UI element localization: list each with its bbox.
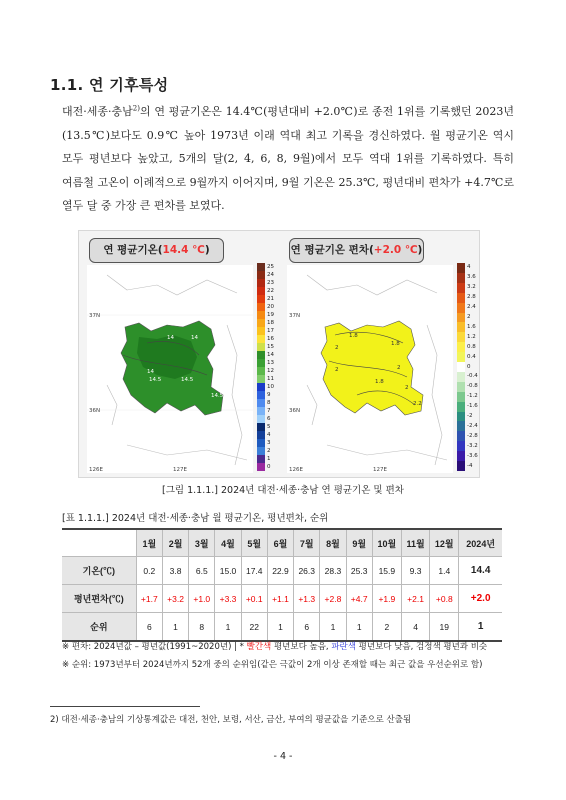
paragraph-text: 대전·세종·충남: [62, 105, 133, 118]
legend-swatch: [457, 322, 465, 332]
axis-label: 127E: [173, 467, 187, 473]
axis-label: 127E: [373, 467, 387, 473]
legend-label: -0.8: [467, 383, 478, 390]
body-paragraph: [62, 100, 514, 218]
table-cell: 15.0: [215, 557, 241, 585]
axis-label: 36N: [89, 408, 101, 414]
legend-swatch: [457, 362, 465, 372]
table-cell: 8: [189, 613, 215, 642]
contour-label: 2: [335, 345, 339, 351]
col-header: 12월: [430, 529, 459, 557]
col-header: 3월: [189, 529, 215, 557]
col-header: 4월: [215, 529, 241, 557]
legend-label: -1.2: [467, 393, 478, 400]
table-cell: +0.1: [241, 585, 267, 613]
contour-label: 14.5: [149, 377, 162, 383]
table-cell: +2.0: [459, 585, 502, 613]
col-header: 5월: [241, 529, 267, 557]
col-header: 6월: [267, 529, 293, 557]
legend-label: 5: [267, 423, 271, 430]
contour-label: 14.5: [181, 377, 194, 383]
legend-swatch: [257, 335, 265, 343]
col-header: 2024년: [459, 529, 502, 557]
col-header: 7월: [294, 529, 320, 557]
legend-swatch: [257, 279, 265, 287]
legend-label: -3.2: [467, 442, 478, 449]
legend-swatch: [257, 287, 265, 295]
legend-swatch: [457, 352, 465, 362]
col-header: 11월: [401, 529, 429, 557]
legend-swatch: [257, 439, 265, 447]
col-header: 1월: [136, 529, 162, 557]
legend-label: 4: [467, 264, 471, 271]
table-cell: 9.3: [401, 557, 429, 585]
legend-label: 4: [267, 431, 271, 438]
legend-label: -2.4: [467, 422, 478, 429]
table-cell: 6.5: [189, 557, 215, 585]
legend-swatch: [257, 431, 265, 439]
legend-swatch: [257, 311, 265, 319]
contour-label: 2: [397, 365, 401, 371]
figure-caption: [그림 1.1.1.] 2024년 대전·세종·충남 연 평균기온 및 편차: [162, 485, 404, 496]
table-row-anomaly: [62, 585, 502, 613]
note-rank: ※ 순위: 1973년부터 2024년까지 52개 중의 순위임(같은 극값이 2개 이상 존재할 때는 최근 값을 우선순위로 함): [62, 660, 483, 670]
contour-label: 14: [191, 335, 198, 341]
legend-label: 14: [267, 351, 274, 358]
anomaly-map: [287, 265, 453, 473]
legend-label: 10: [267, 383, 274, 390]
legend-swatch: [457, 332, 465, 342]
legend-label: 0: [467, 363, 471, 370]
legend-label: 23: [267, 279, 274, 286]
col-header: 2월: [162, 529, 188, 557]
legend-swatch: [257, 463, 265, 471]
legend-swatch: [257, 295, 265, 303]
axis-label: 36N: [289, 408, 301, 414]
table-cell: +1.9: [372, 585, 401, 613]
legend-label: 11: [267, 375, 274, 382]
legend-label: 2.4: [467, 304, 476, 311]
legend-label: 3: [267, 439, 271, 446]
table-cell: 0.2: [136, 557, 162, 585]
row-header: 순위: [62, 613, 136, 642]
footnote: 2) 대전·세종·충남의 기상통계값은 대전, 천안, 보령, 서산, 금산, 부여의 평균값을 기준으로 산출됨: [50, 715, 412, 725]
legend-swatch: [457, 392, 465, 402]
table-cell: 26.3: [294, 557, 320, 585]
legend-label: 8: [267, 399, 271, 406]
legend-label: 3.6: [467, 274, 476, 281]
legend-label: -2.8: [467, 432, 478, 439]
table-cell: 1: [320, 613, 346, 642]
legend-swatch: [257, 303, 265, 311]
legend-label: 19: [267, 311, 274, 318]
legend-swatch: [257, 271, 265, 279]
legend-label: 12: [267, 367, 274, 374]
table-cell: 1: [162, 613, 188, 642]
table-cell: 1.4: [430, 557, 459, 585]
contour-label: 1.8: [349, 333, 358, 339]
legend-swatch: [257, 383, 265, 391]
legend-label: 2: [267, 447, 271, 454]
table-cell: 14.4: [459, 557, 502, 585]
table-cell: +1.0: [189, 585, 215, 613]
table-row-temperature: [62, 557, 502, 585]
legend-label: 2.8: [467, 294, 476, 301]
legend-swatch: [457, 283, 465, 293]
table-cell: 1: [346, 613, 372, 642]
legend-swatch: [257, 343, 265, 351]
legend-label: 1: [267, 455, 271, 462]
legend-label: 1.2: [467, 333, 476, 340]
map-panel-annual-temp: [81, 235, 275, 473]
legend-label: 3.2: [467, 284, 476, 291]
legend-label: 17: [267, 327, 274, 334]
col-header: 10월: [372, 529, 401, 557]
legend-label: 20: [267, 303, 274, 310]
legend-label: 0: [267, 463, 271, 470]
legend-swatch: [457, 402, 465, 412]
legend-label: 9: [267, 391, 271, 398]
table-cell: +1.3: [294, 585, 320, 613]
legend-swatch: [257, 263, 265, 271]
legend-label: 15: [267, 343, 274, 350]
monthly-temperature-table: [62, 528, 502, 642]
legend-swatch: [257, 359, 265, 367]
legend-label: 6: [267, 415, 271, 422]
legend-swatch: [457, 342, 465, 352]
legend-swatch: [457, 461, 465, 471]
table-cell: +2.1: [401, 585, 429, 613]
table-cell: 6: [294, 613, 320, 642]
legend-label: -4: [467, 462, 473, 469]
table-cell: 4: [401, 613, 429, 642]
legend-swatch: [257, 351, 265, 359]
contour-label: 2: [405, 385, 409, 391]
paragraph-text: 의 연 평균기온은 14.4℃(평년대비 +2.0℃)로 종전 1위를 기록했던 2023년(13.5℃)보다도 0.9℃ 높아 1973년 이래 역대 최고 기록을 경신하였다. 월 평균기온 역시 모두 평년보다 높았고, 5개의 달(2, 4, 6, 8, 9월)에서 모두 역대 1위를 기록하였다. 특히 여름철 고온이 이례적으로 9월까지 이어지며, 9월 기온은 25.3℃, 평년대비 편차가 +4.7℃로 열두 달 중 가장 큰 편차를 보였다.: [62, 105, 514, 212]
contour-label: 2.2: [413, 401, 422, 407]
table-cell: 1: [459, 613, 502, 642]
axis-label: 37N: [289, 313, 301, 319]
footnote-divider: [50, 706, 200, 707]
legend-label: -3.6: [467, 452, 478, 459]
contour-label: 1.8: [391, 341, 400, 347]
legend-label: 18: [267, 319, 274, 326]
table-cell: 22.9: [267, 557, 293, 585]
legend-swatch: [457, 303, 465, 313]
legend-label: 24: [267, 271, 274, 278]
table-cell: 19: [430, 613, 459, 642]
figure-maps: [78, 230, 480, 478]
table-cell: 1: [267, 613, 293, 642]
legend-swatch: [457, 273, 465, 283]
contour-label: 15: [209, 355, 216, 361]
table-cell: 6: [136, 613, 162, 642]
map-panel-temp-anomaly: [281, 235, 478, 473]
map-title: 연 평균기온 편차(+2.0 ℃): [289, 238, 424, 263]
legend-label: 2: [467, 313, 471, 320]
table-cell: 17.4: [241, 557, 267, 585]
legend-label: -1.6: [467, 403, 478, 410]
legend-swatch: [257, 447, 265, 455]
table-cell: 1: [215, 613, 241, 642]
table-header-row: [62, 529, 502, 557]
page-number: - 4 -: [273, 751, 293, 762]
table-cell: +1.1: [267, 585, 293, 613]
map-title: 연 평균기온(14.4 ℃): [89, 238, 224, 263]
table-cell: 3.8: [162, 557, 188, 585]
legend-swatch: [457, 372, 465, 382]
table-caption: [표 1.1.1.] 2024년 대전·세종·충남 월 평균기온, 평년편차, 순위: [62, 513, 329, 524]
table-cell: +1.7: [136, 585, 162, 613]
temperature-map: [87, 265, 253, 473]
legend-label: 7: [267, 407, 271, 414]
contour-label: 14: [147, 369, 154, 375]
legend-swatch: [457, 431, 465, 441]
legend-label: 21: [267, 295, 274, 302]
table-cell: 25.3: [346, 557, 372, 585]
contour-label: 2: [335, 367, 339, 373]
note-anomaly: ※ 편차: 2024년값 – 평년값(1991~2020년) | * 빨간색 평년보다 높음, 파란색 평년보다 낮음, 검정색 평년과 비슷: [62, 642, 488, 652]
table-cell: 15.9: [372, 557, 401, 585]
table-cell: 2: [372, 613, 401, 642]
table-corner: [62, 529, 136, 557]
legend-label: 1.6: [467, 323, 476, 330]
table-cell: +3.3: [215, 585, 241, 613]
legend-swatch: [257, 415, 265, 423]
contour-label: 14: [167, 335, 174, 341]
row-header: 평년편차(℃): [62, 585, 136, 613]
legend-swatch: [457, 451, 465, 461]
legend-label: 25: [267, 263, 274, 270]
col-header: 9월: [346, 529, 372, 557]
legend-label: 16: [267, 335, 274, 342]
legend-swatch: [457, 293, 465, 303]
legend-label: 22: [267, 287, 274, 294]
legend-swatch: [457, 313, 465, 323]
axis-label: 126E: [289, 467, 303, 473]
table-row-rank: [62, 613, 502, 642]
footnote-ref[interactable]: 2): [132, 104, 140, 113]
legend-swatch: [257, 399, 265, 407]
contour-label: 1.8: [375, 379, 384, 385]
legend-label: -2: [467, 413, 473, 420]
legend-swatch: [457, 382, 465, 392]
legend-swatch: [457, 263, 465, 273]
legend-swatch: [257, 367, 265, 375]
legend-swatch: [257, 327, 265, 335]
table-cell: +4.7: [346, 585, 372, 613]
legend-label: 0.8: [467, 343, 476, 350]
table-cell: 22: [241, 613, 267, 642]
legend-swatch: [257, 407, 265, 415]
legend-label: -0.4: [467, 373, 478, 380]
legend-swatch: [457, 421, 465, 431]
row-header: 기온(℃): [62, 557, 136, 585]
table-cell: +0.8: [430, 585, 459, 613]
legend-label: 13: [267, 359, 274, 366]
table-cell: +2.8: [320, 585, 346, 613]
legend-swatch: [457, 441, 465, 451]
legend-swatch: [257, 423, 265, 431]
legend-swatch: [257, 319, 265, 327]
contour-label: 14.5: [211, 393, 224, 399]
legend-swatch: [257, 391, 265, 399]
table-cell: +3.2: [162, 585, 188, 613]
legend-label: 0.4: [467, 353, 476, 360]
axis-label: 126E: [89, 467, 103, 473]
axis-label: 37N: [89, 313, 101, 319]
legend-swatch: [457, 412, 465, 422]
section-heading: 1.1. 연 기후특성: [50, 76, 169, 94]
table-cell: 28.3: [320, 557, 346, 585]
legend-swatch: [257, 455, 265, 463]
legend-swatch: [257, 375, 265, 383]
col-header: 8월: [320, 529, 346, 557]
